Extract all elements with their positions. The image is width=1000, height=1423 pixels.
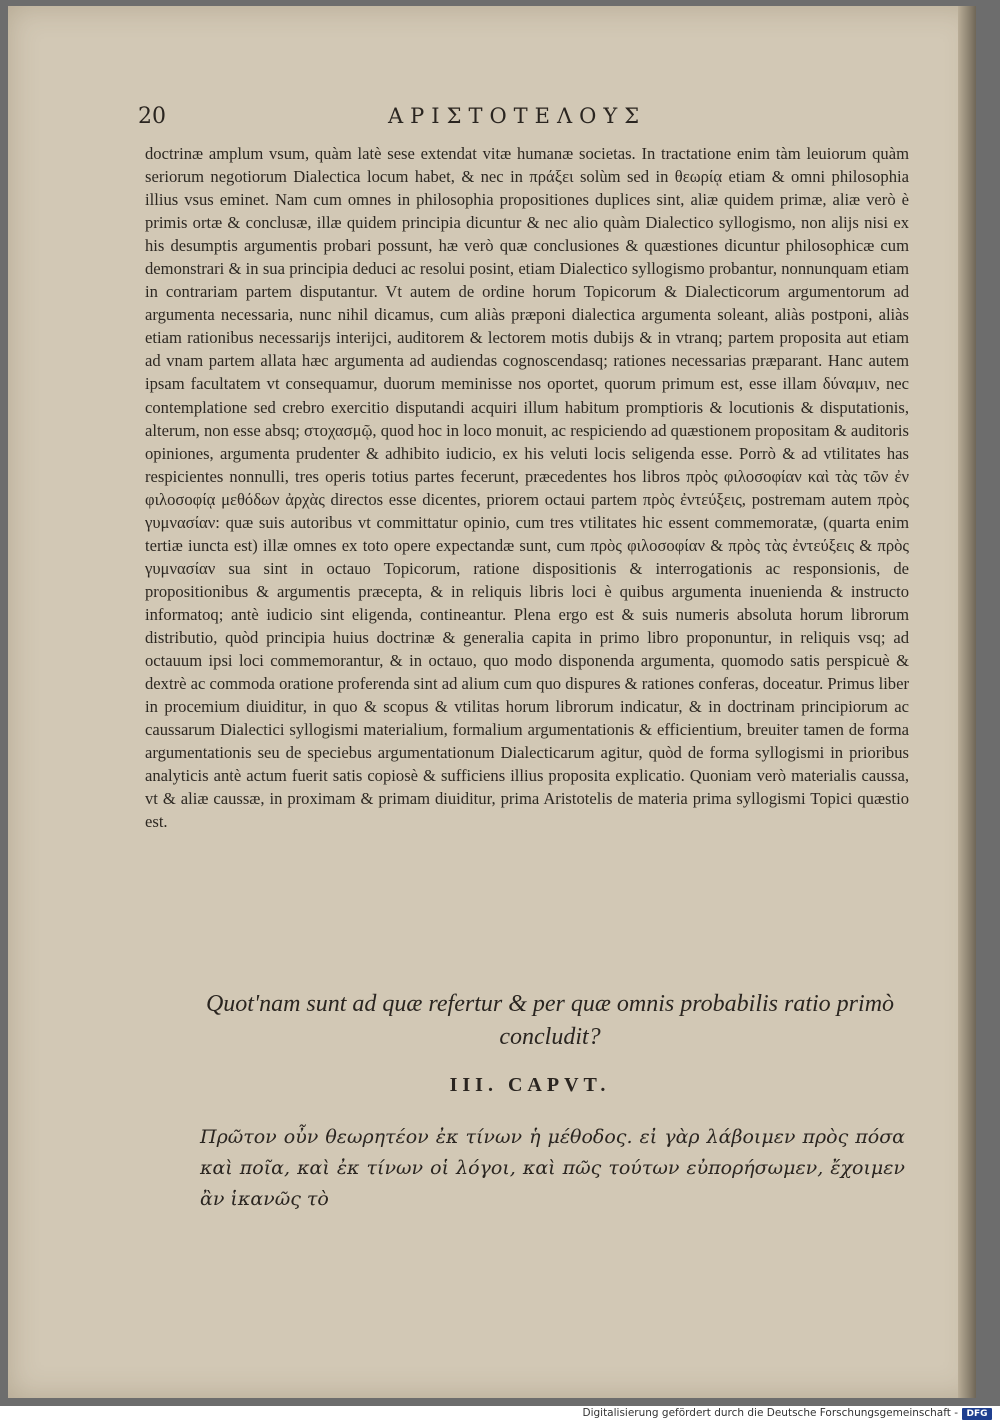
chapter-heading: III. CAPVT. bbox=[449, 1074, 611, 1096]
body-text: doctrinæ amplum vsum, quàm latè sese extendat vitæ humanæ societas. In tractatione enim tàm leuiorum quàm seriorum negotiorum Dialectica locum habet, & nec in πράξει solùm sed in θεωρίᾳ etiam & omni philosophia illius vsus eminet. Nam cum omnes in philosophia propositiones duplices sint, aliæ quidem primæ, aliæ verò è primis ortæ & conclusæ, illæ quidem principia dicuntur & nec alio quàm Dialectico syllogismo, non alijs nisi ex his desumptis argumentis probari possunt, hæ verò quæ conclusiones & quæstiones dicuntur philosophicæ cum demonstrari & in sua principia deduci ac resolui posint, etiam Dialectico syllogismo probantur, nonnunquam etiam in contrariam partem disputantur. Vt autem de ordine horum Topicorum & Dialecticorum argumentorum ad argumenta necessaria, nunc nihil dicamus, cum aliàs præponi dialectica argumenta soleant, aliàs postponi, aliàs etiam rationibus necessarijs interijci, auditorem & lectorem motis dubijs & in vtranq; partem proposita aut etiam ad vnam partem allata hæc argumenta ad audiendas cognoscendasq; rationes necessarias præparant. Hanc autem ipsam facultatem vt consequamur, duorum meminisse nos oportet, quorum primum est, esse illam δύναμιν, nec contemplatione sed crebro exercitio disputandi acquiri illum habitum promptioris & locutionis & disputationis, alterum, non esse absq; στοχασμῷ, quod hoc in loco monuit, ac respiciendo ad quæstionem propositam & auditoris opiniones, argumenta prudenter & adhibito iudicio, ex his veluti locis seligenda esse. Porrò & ad vtilitates has respicientes nonnulli, tres operis totius partes fecerunt, præcedentes hos libros πρὸς φιλοσοφίαν καὶ τὰς τῶν ἐν φιλοσοφίᾳ μεθόδων ἀρχὰς directos esse dicentes, priorem octaui partem πρὸς ἐντεύξεις, postremam autem πρὸς γυμνασίαν: quæ suis autoribus vt committatur opinio, cum tres vtilitates hic essent commemoratæ, (quarta enim tertiæ iuncta est) illæ omnes ex toto opere expectandæ sunt, cum πρὸς φιλοσοφίαν & πρὸς τὰς ἐντεύξεις & πρὸς γυμνασίαν sua sint in octauo Topicorum, ratione dispositionis & interrogationis ac responsionis, de propositionibus & argumentis præcepta, & in reliquis libris loci è quibus argumenta inuenienda & instructo informatoq; antè iudicio sint eligenda, contineantur. Plena ergo est & suis numeris absoluta horum librorum distributio, quòd principia huius doctrinæ & generalia capita in primo libro proponuntur, in reliquis vsq; ad octauum ipsi loci commemorantur, & in octauo, quo modo disponenda argumenta, quomodo satis perspicuè & dextrè ac commoda oratione proferenda sint ad alium cum quo dispures & rationes conferas, doceatur. Primus liber in procemium diuiditur, in quo & scopus & vtilitas horum librorum indicatur, & in doctrinam principiorum ac caussarum Dialectici syllogismi materialium, formalium argumentationis & efficientium, breuiter tamen de forma argumentationis seu de speciebus argumentationum Dialecticarum agitur, quòd de forma syllogismi in prioribus analyticis antè actum fuerit satis copiosè & sufficiens illius proposita explicatio. Quoniam verò materialis caussa, vt & aliæ caussæ, in proximam & primam diuiditur, prima Aristotelis de materia prima syllogismi Topici quæstio est. bbox=[145, 144, 909, 832]
running-head bbox=[138, 104, 908, 140]
page-number: 20 bbox=[138, 104, 166, 129]
dfg-logo-icon: DFG bbox=[962, 1408, 992, 1420]
book-spine-shadow bbox=[958, 6, 976, 1398]
greek-text: Πρῶτον οὖν θεωρητέον ἐκ τίνων ἡ μέθοδος. εἰ γὰρ λάβοιμεν πρὸς πόσα καὶ ποῖα, καὶ ἐκ τίνων οἱ λόγοι, καὶ πῶς τούτων εὐπορήσωμεν, ἔχοιμεν ἂν ἱκανῶς τὸ bbox=[200, 1126, 905, 1210]
digitization-footer bbox=[0, 1406, 1000, 1423]
running-title: ΑΡΙΣΤΟΤΕΛΟΥΣ bbox=[388, 104, 647, 128]
question-heading: Quot'nam sunt ad quæ refertur & per quæ omnis probabilis ratio primò concludit? bbox=[205, 991, 895, 1050]
footer-credit: Digitalisierung gefördert durch die Deutsche Forschungsgemeinschaft - bbox=[582, 1407, 958, 1419]
